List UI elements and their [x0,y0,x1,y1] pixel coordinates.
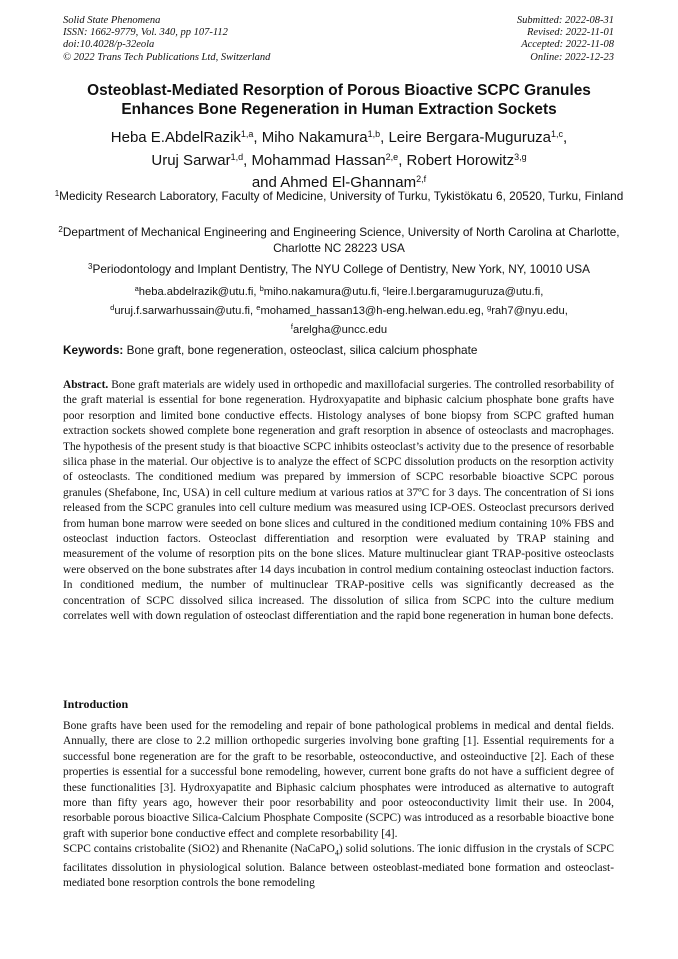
abstract [63,378,614,625]
email-separator: , [564,305,568,317]
email-address[interactable]: heba.abdelrazik@utu.fi [138,286,254,298]
author-line-2 [40,148,638,171]
author-name: and Ahmed El-Ghannam [251,174,417,191]
email-separator: , [250,305,257,317]
affiliation-1 [50,186,628,205]
email-list [50,281,628,338]
abstract-text: Bone graft materials are widely used in orthopedic and maxillofacial surgeries. The controlled resorbability of the graft material is essential for bone regeneration. Hydroxyapatite and biphasic calcium phosphate bone grafts have poor resorption and limited bone conductive effects. Histology analyses of bone biopsy from SCPC grafted human extraction sockets showed complete bone regeneration and graft resorption in absence of osteoclasts and macrophages. The hypothesis of the present study is that bioactive SCPC inhibits osteoclast’s activity due to the presence of resorbable silica phase in the material. Our objective is to analyze the effect of SCPC dissolution products on the resorption activity of osteoclasts. The conditioned medium was prepared by immersion of SCPC resorbable bioactive SCPC porous granules (Shefabone, Inc, USA) in cell culture medium at various ratios at 37ºC for 3 days. The concentration of Si ions released from the SCPC granules into cell culture medium was measured using ICP-OES. Osteoclast precursors derived from human bone marrow were seeded on bone slices and cultured in the conditioned medium containing 10% FBS and osteoclast induction factors. Osteoclast differentiation and resorption were evaluated by TRAP staining and measurement of the volume of resorption pits on the bone slices. Mature multinuclear giant TRAP-positive osteoclasts were observed on the bone substrates after 14 days incubation in control medium containing osteoclast induction factors. In conditioned medium, the number of multinuclear TRAP-positive cells was significantly decreased as the concentration of SCPC dissolved silica increased. The dissolution of silica from SCPC into the culture medium correlates well with down regulation of osteoclast differentiation and the rapid bone regeneration in human bone defects. [63,379,614,623]
email-line-1 [50,281,628,300]
email-separator: , [253,286,260,298]
email-tag: g [487,303,492,312]
author-name: Robert Horowitz [406,151,515,169]
author-separator: , [380,129,389,146]
intro-paragraph-1: Bone grafts have been used for the remodeling and repair of bone pathological problems in medical and dental fields. Annually, there are close to 2.2 million orthopedic surgeries involving bone grafting [1]. Essential requirements for a successful bone regeneration are for the graft to be resorbable, osteoconductive, and osteoinductive [2]. Each of these properties is essential for a successful bone remodeling, however, current bone grafts do not have a sufficient degree of these functionalities [3]. Hydroxyapatite and Biphasic calcium phosphates were introduced as alternative to autograft more than fifty years ago, however their poor resorbability and poor osteoconductivity limit their use. In 2004, resorbable porous bioactive Silica-Calcium Phosphate Composite (SCPC) was introduced as a resorbable bioactive bone graft with superior bone conductive effect and complete resorbability [4]. [63,720,614,840]
affiliation-number: 1 [54,189,60,198]
paper-title [40,81,638,119]
author-line-1 [40,125,638,148]
affiliation-number: 2 [58,225,63,234]
email-tag: f [290,322,293,331]
author-name: Uruj Sarwar [151,151,231,169]
intro-paragraph-2-rest: ) solid solutions. The ionic diffusion in the crystals of SCPC facilitates dissolution in physiological solution. Balance between osteoblast-mediated bone formation and osteoclast-mediated bone resorption controls the bone remodeling [63,843,614,890]
author-affiliation-tag: 1,d [230,151,244,162]
email-line-2 [50,300,628,319]
email-tag: e [256,303,261,312]
email-tag: c [382,284,387,293]
email-address[interactable]: rah7@nyu.edu [491,305,565,317]
email-tag: d [110,303,115,312]
journal-issn: ISSN: 1662-9779, Vol. 340, pp 107-112 [63,27,228,39]
email-address[interactable]: leire.l.bergaramuguruza@utu.fi [386,286,541,298]
email-line-3 [50,319,628,338]
email-tag: a [134,284,139,293]
title-line-2: Enhances Bone Regeneration in Human Extraction Sockets [121,101,557,118]
keywords-text: Bone graft, bone regeneration, osteoclast, silica calcium phosphate [126,343,478,357]
intro-paragraph-2-start: SCPC contains cristobalite (SiO2) and Rhenanite (NaCaPO [63,843,335,856]
subscript: 4 [334,848,339,858]
author-name: Heba E.AbdelRazik [110,129,241,146]
journal-copyright: © 2022 Trans Tech Publications Ltd, Switzerland [63,51,271,63]
date-submitted: Submitted: 2022-08-31 [516,15,614,26]
affiliation-text: Periodontology and Implant Dentistry, The NYU College of Dentistry, New York, NY, 10010 USA [92,262,590,276]
date-online: Online: 2022-12-23 [530,51,614,63]
author-affiliation-tag: 1,c [551,129,564,139]
author-separator: , [253,129,262,146]
email-address[interactable]: arelgha@uncc.edu [293,324,388,336]
email-address[interactable]: mohamed_hassan13@h-eng.helwan.edu.eg [260,305,481,317]
author-affiliation-tag: 1,a [240,129,254,139]
introduction-body [63,719,614,892]
author-affiliation-tag: 3,g [514,151,527,162]
email-tag: b [259,284,264,293]
email-separator: , [376,286,383,298]
author-name: Mohammad Hassan [251,151,386,169]
email-separator: , [540,286,544,298]
journal-header-left [63,15,270,64]
author-affiliation-tag: 2,f [416,174,427,184]
email-address[interactable]: uruj.f.sarwarhussain@utu.fi [114,305,251,317]
author-list [40,125,638,193]
author-affiliation-tag: 1,b [367,129,381,139]
date-revised: Revised: 2022-11-01 [527,27,614,39]
keywords-label: Keywords: [63,343,124,357]
date-accepted: Accepted: 2022-11-08 [521,39,614,51]
author-separator: , [563,129,568,146]
abstract-label: Abstract. [63,379,109,391]
author-name: Miho Nakamura [261,129,368,146]
email-address[interactable]: miho.nakamura@utu.fi [263,286,377,298]
keywords [63,343,477,357]
affiliation-number: 3 [88,262,93,271]
affiliation-text: Department of Mechanical Engineering and Engineering Science, University of North Carolina at Charlotte, Charlotte NC 28223 USA [62,225,620,255]
author-affiliation-tag: 2,e [385,151,399,162]
journal-doi[interactable]: doi:10.4028/p-32eola [63,39,155,51]
journal-name: Solid State Phenomena [63,15,161,26]
affiliation-2 [50,222,628,256]
affiliation-text: Medicity Research Laboratory, Faculty of Medicine, University of Turku, Tykistökatu 6, 20520, Turku, Finland [59,189,624,203]
affiliation-3 [50,259,628,278]
section-heading-introduction: Introduction [63,697,129,711]
email-separator: , [480,305,488,317]
author-separator: , [398,151,407,169]
author-separator: , [243,151,252,169]
journal-header-right [517,15,614,64]
author-name: Leire Bergara-Muguruza [388,129,552,146]
title-line-1: Osteoblast-Mediated Resorption of Porous Bioactive SCPC Granules [87,82,591,99]
intro-paragraph-2 [63,842,614,892]
